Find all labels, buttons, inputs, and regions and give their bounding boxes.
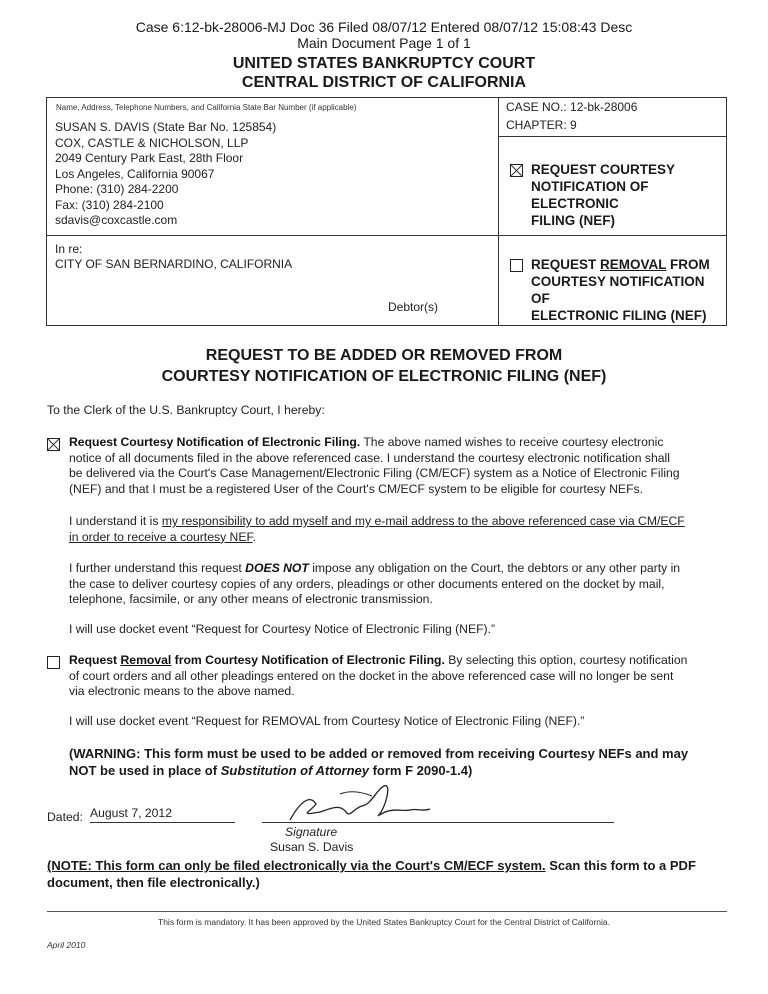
case-header-line: Case 6:12-bk-28006-MJ Doc 36 Filed 08/07/12 Entered 08/07/12 15:08:43 Desc bbox=[135, 19, 633, 35]
request-removal-checkbox[interactable] bbox=[510, 259, 523, 272]
request-add-line: FILING (NEF) bbox=[531, 213, 615, 228]
caption-divider-horizontal bbox=[47, 235, 726, 236]
form-title: REQUEST TO BE ADDED OR REMOVED FROM bbox=[205, 347, 563, 364]
request-add-label bbox=[531, 161, 726, 229]
add-nef-paragraph: Request Courtesy Notification of Electronic Filing. The above named wishes to receive courtesy electronic notice of all documents filed in the above referenced case. I understand the courtesy electronic notification shall be delivered via the Court's Case Management/Electronic Filing (CM/ECF) system as a Notice of Electronic Filing (NEF) and that I must be a registered User of the Court's CM/ECF system to be eligible for courtesy NEFs. bbox=[69, 435, 680, 496]
attorney-line: Fax: (310) 284-2100 bbox=[55, 197, 164, 212]
remove-nef-paragraph: Request Removal from Courtesy Notification of Electronic Filing. By selecting this option, courtesy notification of court orders and all other pleadings entered on the docket in the above referenced case will no longer be sent via electronic means to the above named. bbox=[69, 653, 688, 698]
in-re-label: In re: bbox=[55, 242, 83, 256]
attorney-line: COX, CASTLE & NICHOLSON, LLP bbox=[55, 135, 249, 150]
footer-rule bbox=[47, 911, 727, 912]
request-removal-line: COURTESY NOTIFICATION OF bbox=[531, 274, 705, 306]
footer-mandatory: This form is mandatory. It has been approved by the United States Bankruptcy Court for the Central District of California. bbox=[158, 917, 610, 927]
caption-divider-case bbox=[498, 136, 726, 137]
request-add-line: NOTIFICATION OF ELECTRONIC bbox=[531, 179, 649, 211]
intro-text: To the Clerk of the U.S. Bankruptcy Court, I hereby: bbox=[47, 403, 325, 417]
further-understand-paragraph: I further understand this request DOES NOT impose any obligation on the Court, the debtors or any other party in the case to deliver courtesy copies of any orders, pleadings or other documents entered on the docket by mail, telephone, facsimile, or any other means of electronic transmission. bbox=[69, 561, 681, 606]
form-subtitle: COURTESY NOTIFICATION OF ELECTRONIC FILING (NEF) bbox=[161, 368, 607, 385]
chapter: CHAPTER: 9 bbox=[506, 118, 577, 132]
warning-text: (WARNING: This form must be used to be added or removed from receiving Courtesy NEFs and may NOT be used in place of Substitution of Attorney form F 2090-1.4) bbox=[69, 746, 689, 778]
remove-nef-checkbox[interactable] bbox=[47, 656, 60, 669]
attorney-line: Los Angeles, California 90067 bbox=[55, 166, 215, 181]
case-header-page: Main Document Page 1 of 1 bbox=[297, 35, 471, 51]
signature-scribble-icon bbox=[280, 782, 450, 826]
attorney-line: Phone: (310) 284-2200 bbox=[55, 182, 179, 196]
note-text: (NOTE: This form can only be filed electronically via the Court's CM/ECF system. Scan this form to a PDF document, then file electronically.) bbox=[47, 858, 696, 890]
date-value: August 7, 2012 bbox=[90, 806, 235, 823]
signature-line bbox=[262, 822, 614, 823]
request-removal-label: REQUEST REMOVAL FROM COURTESY NOTIFICATION OF ELECTRONIC FILING (NEF) bbox=[531, 256, 726, 324]
add-nef-checkbox[interactable] bbox=[47, 438, 60, 451]
docket-event-add: I will use docket event “Request for Courtesy Notice of Electronic Filing (NEF).” bbox=[69, 622, 496, 636]
signer-name: Susan S. Davis bbox=[270, 840, 354, 854]
request-add-checkbox[interactable] bbox=[510, 164, 523, 177]
attorney-line: sdavis@coxcastle.com bbox=[55, 213, 178, 227]
caption-box bbox=[46, 97, 727, 326]
attorney-info bbox=[55, 120, 276, 229]
court-name: UNITED STATES BANKRUPTCY COURT bbox=[232, 55, 536, 72]
responsibility-paragraph: I understand it is my responsibility to add myself and my e-mail address to the above referenced case via CM/ECF in order to receive a courtesy NEF. bbox=[69, 514, 685, 544]
attorney-info-label: Name, Address, Telephone Numbers, and California State Bar Number (if applicable) bbox=[56, 103, 357, 112]
debtor-name: CITY OF SAN BERNARDINO, CALIFORNIA bbox=[55, 257, 293, 271]
dated-label: Dated: bbox=[47, 810, 83, 824]
request-removal-line: ELECTRONIC FILING (NEF) bbox=[531, 308, 707, 323]
form-revision: April 2010 bbox=[47, 940, 86, 950]
docket-event-remove: I will use docket event “Request for REMOVAL from Courtesy Notice of Electronic Filing (NEF).” bbox=[69, 714, 585, 728]
court-district: CENTRAL DISTRICT OF CALIFORNIA bbox=[241, 74, 527, 91]
caption-divider-vertical bbox=[498, 98, 499, 325]
attorney-line: SUSAN S. DAVIS (State Bar No. 125854) bbox=[55, 120, 277, 134]
signature-label: Signature bbox=[285, 825, 338, 839]
debtor-label: Debtor(s) bbox=[388, 300, 439, 314]
case-number: CASE NO.: 12-bk-28006 bbox=[506, 100, 638, 114]
add-nef-heading: Request Courtesy Notification of Electronic Filing. bbox=[69, 435, 361, 449]
request-add-line: REQUEST COURTESY bbox=[531, 162, 676, 177]
attorney-line: 2049 Century Park East, 28th Floor bbox=[55, 151, 244, 165]
